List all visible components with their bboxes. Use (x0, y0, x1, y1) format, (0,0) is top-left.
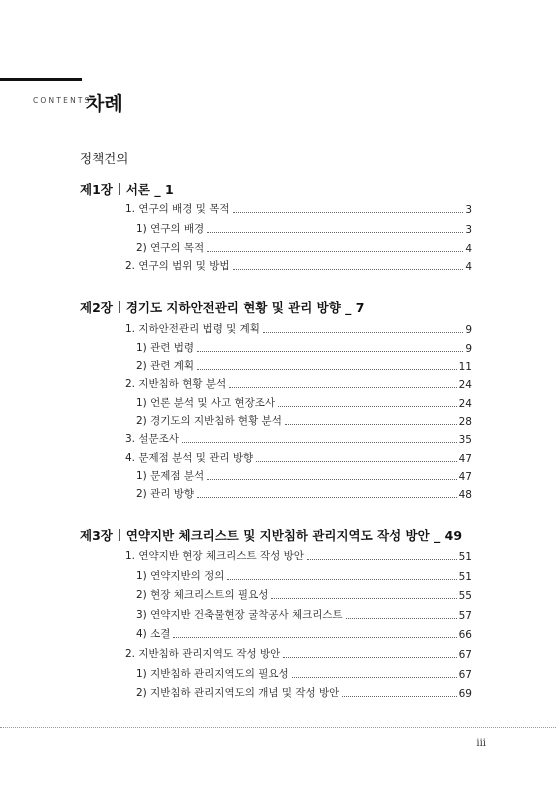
chapter-number: 제2장 (80, 300, 113, 315)
toc-entry[interactable] (136, 487, 472, 501)
toc-entry[interactable] (136, 627, 472, 641)
leader-dots (227, 579, 456, 580)
toc-entry-page: 55 (458, 590, 472, 602)
toc-entry-page: 4 (465, 243, 472, 255)
leader-dots (256, 461, 456, 462)
toc-entry-page: 9 (465, 324, 472, 336)
leader-dots (307, 559, 457, 560)
leader-dots (278, 406, 457, 407)
chapter-title: 서론 _ 1 (125, 182, 174, 197)
toc-entry[interactable] (125, 259, 472, 273)
toc-entry-text: 1) 관련 법령 (136, 342, 195, 354)
toc-entry-text: 1) 문제점 분석 (136, 470, 205, 482)
leader-dots (182, 442, 457, 443)
toc-entry-page: 66 (458, 629, 472, 641)
top-rule (0, 78, 82, 81)
toc-entry-text: 1. 지하안전관리 법령 및 계획 (125, 323, 260, 335)
toc-entry-text: 1) 연구의 배경 (136, 223, 205, 235)
leader-dots (271, 598, 456, 599)
toc-entry-page: 4 (465, 261, 472, 273)
toc-entry[interactable] (125, 377, 472, 391)
toc-entry-page: 11 (458, 361, 472, 373)
leader-dots (283, 657, 456, 658)
toc-entry-text: 2) 지반침하 관리지역도의 개념 및 작성 방안 (136, 687, 340, 699)
toc-entry[interactable] (136, 569, 472, 583)
toc-entry-text: 2) 관련 계획 (136, 360, 195, 372)
chapter-divider (119, 301, 120, 313)
toc-entry[interactable] (136, 241, 472, 255)
toc-entry-text: 1) 연약지반의 정의 (136, 570, 225, 582)
toc-entry-page: 24 (458, 398, 472, 410)
toc-entry-page: 9 (465, 343, 472, 355)
leader-dots (197, 351, 463, 352)
toc-entry[interactable] (136, 341, 472, 355)
toc-entry[interactable] (136, 414, 472, 428)
toc-entry-page: 57 (458, 610, 472, 622)
toc-entry[interactable] (136, 608, 472, 622)
chapter-divider (119, 183, 120, 195)
toc-entry[interactable] (125, 202, 472, 216)
leader-dots (346, 618, 457, 619)
page-title: 차례 (86, 93, 123, 115)
footer-divider (0, 727, 556, 728)
leader-dots (207, 251, 463, 252)
toc-entry-text: 1. 연약지반 현장 체크리스트 작성 방안 (125, 550, 304, 562)
leader-dots (233, 269, 464, 270)
toc-entry[interactable] (136, 469, 472, 483)
toc-entry[interactable] (136, 222, 472, 236)
leader-dots (207, 479, 456, 480)
toc-entry[interactable] (125, 451, 472, 465)
leader-dots (342, 696, 456, 697)
toc-entry-page: 35 (458, 434, 472, 446)
toc-entry-page: 48 (458, 489, 472, 501)
toc-entry-page: 47 (458, 471, 472, 483)
chapter-divider (119, 529, 120, 541)
leader-dots (285, 424, 457, 425)
toc-entry-text: 1) 지반침하 관리지역도의 필요성 (136, 668, 289, 680)
toc-entry-text: 2. 지반침하 관리지역도 작성 방안 (125, 648, 281, 660)
toc-entry-page: 47 (458, 453, 472, 465)
preface-link[interactable]: 정책건의 (80, 151, 129, 166)
leader-dots (197, 369, 457, 370)
toc-entry[interactable] (136, 396, 472, 410)
toc-entry-text: 2) 현장 체크리스트의 필요성 (136, 589, 269, 601)
chapter-2-heading[interactable] (80, 298, 364, 316)
toc-entry-text: 3) 연약지반 건축물현장 굴착공사 체크리스트 (136, 609, 343, 621)
leader-dots (292, 677, 457, 678)
toc-entry[interactable] (125, 432, 472, 446)
toc-entry-text: 1. 연구의 배경 및 목적 (125, 203, 230, 215)
toc-entry-page: 69 (458, 688, 472, 700)
toc-entry[interactable] (125, 647, 472, 661)
leader-dots (173, 637, 456, 638)
toc-entry-page: 67 (458, 649, 472, 661)
leader-dots (233, 212, 464, 213)
leader-dots (229, 387, 456, 388)
toc-entry-page: 24 (458, 379, 472, 391)
toc-entry-page: 3 (465, 204, 472, 216)
toc-entry-text: 2) 연구의 목적 (136, 242, 205, 254)
chapter-3-heading[interactable] (80, 526, 462, 544)
chapter-1-heading[interactable] (80, 180, 174, 198)
toc-entry-text: 2) 경기도의 지반침하 현황 분석 (136, 415, 282, 427)
chapter-title: 연약지반 체크리스트 및 지반침하 관리지역도 작성 방안 _ 49 (125, 528, 463, 543)
toc-entry-text: 2) 관리 방향 (136, 488, 195, 500)
toc-entry-page: 51 (458, 571, 472, 583)
toc-entry-text: 1) 언론 분석 및 사고 현장조사 (136, 397, 276, 409)
chapter-number: 제3장 (80, 528, 113, 543)
toc-entry-text: 4. 문제점 분석 및 관리 방향 (125, 452, 254, 464)
toc-entry-text: 2. 연구의 범위 및 방법 (125, 260, 230, 272)
page-number: iii (476, 738, 486, 749)
leader-dots (263, 332, 463, 333)
toc-entry-page: 3 (465, 224, 472, 236)
chapter-title: 경기도 지하안전관리 현황 및 관리 방향 _ 7 (125, 300, 365, 315)
toc-entry[interactable] (136, 667, 472, 681)
chapter-number: 제1장 (80, 182, 113, 197)
leader-dots (197, 497, 457, 498)
toc-entry-text: 2. 지반침하 현황 분석 (125, 378, 227, 390)
toc-entry-page: 67 (458, 669, 472, 681)
toc-entry[interactable] (136, 686, 472, 700)
toc-entry[interactable] (136, 588, 472, 602)
toc-entry[interactable] (125, 549, 472, 563)
toc-entry[interactable] (125, 322, 472, 336)
leader-dots (207, 232, 463, 233)
toc-entry-text: 4) 소결 (136, 628, 171, 640)
toc-entry-page: 28 (458, 416, 472, 428)
contents-label: CONTENTS (33, 96, 92, 105)
toc-entry[interactable] (136, 359, 472, 373)
toc-entry-text: 3. 설문조사 (125, 433, 179, 445)
toc-entry-page: 51 (458, 551, 472, 563)
